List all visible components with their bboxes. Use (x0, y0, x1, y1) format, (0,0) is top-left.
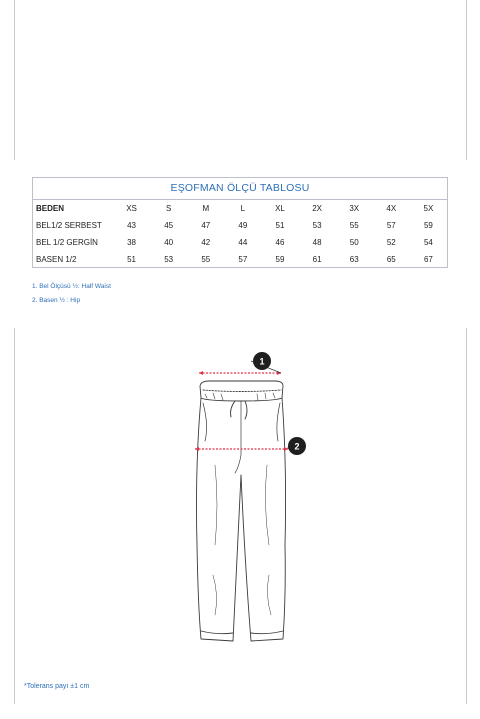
table-cell: 57 (386, 221, 396, 230)
table-cell: 40 (164, 238, 174, 247)
table-cell: 57 (238, 255, 248, 264)
table-cell: 61 (312, 255, 322, 264)
frame-line-left-top (14, 0, 15, 160)
frame-line-right-bottom (466, 328, 467, 704)
table-row (33, 217, 447, 234)
table-cell: 45 (164, 221, 174, 230)
header-cell: XS (126, 204, 137, 213)
table-cell: 48 (312, 238, 322, 247)
frame-line-right-top (466, 0, 467, 160)
table-cell: 63 (349, 255, 359, 264)
table-cell: 52 (386, 238, 396, 247)
header-cell: 5X (423, 204, 434, 213)
pants-diagram (185, 345, 315, 655)
note-hip: 2. Basen ½ : Hip (32, 297, 81, 304)
table-cell: 51 (127, 255, 136, 264)
table-cell: 46 (275, 238, 285, 247)
table-cell: 67 (423, 255, 433, 264)
row-label: BEL 1/2 GERGİN (36, 238, 98, 247)
table-cell: 42 (201, 238, 211, 247)
table-cell: 55 (201, 255, 211, 264)
table-cell: 50 (349, 238, 359, 247)
header-cell: S (165, 204, 172, 213)
header-cell: XL (275, 204, 285, 213)
tolerance-note: *Tolerans payı ±1 cm (24, 683, 90, 690)
table-cell: 54 (423, 238, 433, 247)
marker-2-label: 2 (294, 441, 300, 452)
table-cell: 51 (275, 221, 285, 230)
table-cell: 49 (238, 221, 248, 230)
row-label: BEL1/2 SERBEST (36, 221, 102, 230)
table-cell: 59 (423, 221, 433, 230)
table-cell: 38 (127, 238, 136, 247)
table-cell: 43 (127, 221, 136, 230)
header-cell: 2X (312, 204, 322, 213)
header-cell: M (202, 204, 210, 213)
table-cell: 55 (349, 221, 359, 230)
size-chart-table (32, 177, 448, 268)
note-half-waist: 1. Bel Ölçüsü ½: Half Waist (32, 283, 111, 290)
table-title: EŞOFMAN ÖLÇÜ TABLOSU (33, 178, 447, 200)
header-cell: L (240, 204, 246, 213)
table-cell: 47 (201, 221, 211, 230)
header-cell: BEDEN (36, 204, 65, 213)
frame-line-left-bottom (14, 328, 15, 704)
marker-1-label: 1 (259, 356, 265, 367)
header-cell: 3X (349, 204, 360, 213)
table-header-row (33, 200, 447, 217)
table-row (33, 234, 447, 251)
size-grid (33, 200, 447, 268)
header-cell: 4X (386, 204, 397, 213)
table-row (33, 251, 447, 268)
row-label: BASEN 1/2 (36, 255, 77, 264)
table-cell: 59 (275, 255, 285, 264)
table-cell: 53 (312, 221, 322, 230)
table-cell: 65 (386, 255, 396, 264)
table-cell: 44 (238, 238, 248, 247)
table-cell: 53 (164, 255, 174, 264)
